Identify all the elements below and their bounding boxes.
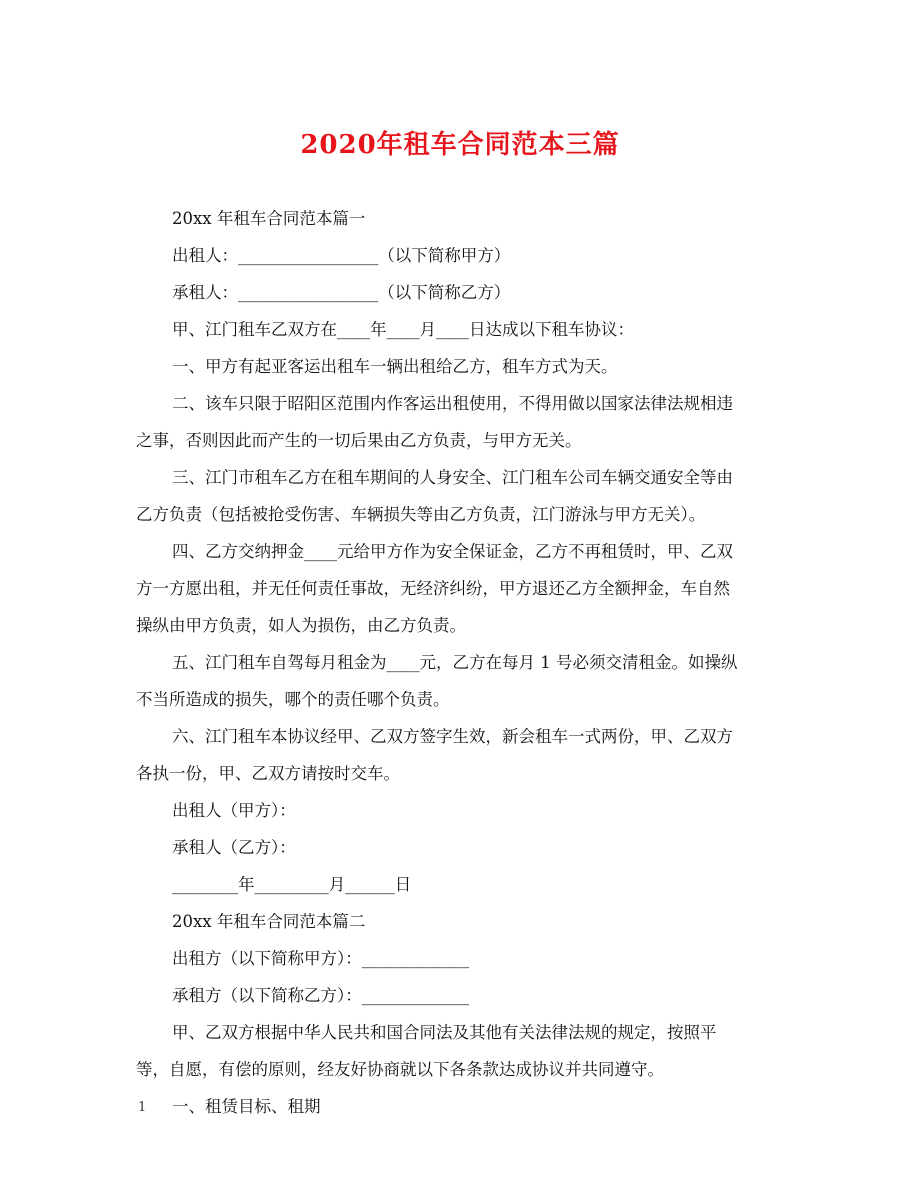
text-line: 不当所造成的损失，哪个的责任哪个负责。: [136, 690, 450, 709]
document-title: 2020年租车合同范本三篇: [300, 130, 620, 160]
document-body: [136, 200, 786, 1125]
text-line: 方一方愿出租，并无任何责任事故，无经济纠纷，甲方退还乙方全额押金，车自然: [136, 579, 730, 598]
text-line: 甲、江门租车乙双方在____年____月____日达成以下租车协议：: [172, 320, 634, 339]
text-line: 乙方负责（包括被抢受伤害、车辆损失等由乙方负责，江门游泳与甲方无关）。: [136, 505, 706, 524]
text-line: 出租人：_________________（以下简称甲方）: [172, 246, 511, 265]
text-line: 承租人：_________________（以下简称乙方）: [172, 283, 511, 302]
signature-line: 承租人（乙方）：: [172, 838, 296, 857]
text-line: 二、该车只限于昭阳区范围内作客运出租使用，不得用做以国家法律法规相违: [172, 394, 733, 413]
text-line: 一、租赁目标、租期: [172, 1097, 321, 1116]
text-line: 之事，否则因此而产生的一切后果由乙方负责，与甲方无关。: [136, 431, 582, 450]
text-line: 三、江门市租车乙方在租车期间的人身安全、江门租车公司车辆交通安全等由: [172, 468, 733, 487]
text-line: 20xx 年租车合同范本篇一: [172, 209, 366, 228]
text-line: 一、甲方有起亚客运出租车一辆出租给乙方，租车方式为天。: [172, 357, 618, 376]
signature-line: 出租人（甲方）：: [172, 801, 296, 820]
text-line: 甲、乙双方根据中华人民共和国合同法及其他有关法律法规的规定，按照平: [172, 1023, 717, 1042]
text-line: 等，自愿，有偿的原则，经友好协商就以下各条款达成协议并共同遵守。: [136, 1060, 664, 1079]
text-line: 出租方（以下简称甲方）：_____________: [172, 949, 469, 968]
text-line: 六、江门租车本协议经甲、乙双方签字生效，新会租车一式两份，甲、乙双方: [172, 727, 733, 746]
date-line: ________年_________月______日: [172, 875, 412, 894]
text-line: 操纵由甲方负责，如人为损伤，由乙方负责。: [136, 616, 466, 635]
text-line: 承租方（以下简称乙方）：_____________: [172, 986, 469, 1005]
section-heading: 20xx 年租车合同范本篇二: [172, 912, 366, 931]
text-line: 五、江门租车自驾每月租金为____元，乙方在每月 1 号必须交清租金。如操纵: [172, 653, 738, 672]
page-number: 1: [138, 1100, 147, 1115]
text-line: 四、乙方交纳押金____元给甲方作为安全保证金，乙方不再租赁时，甲、乙双: [172, 542, 733, 561]
text-line: 各执一份，甲、乙双方请按时交车。: [136, 764, 400, 783]
